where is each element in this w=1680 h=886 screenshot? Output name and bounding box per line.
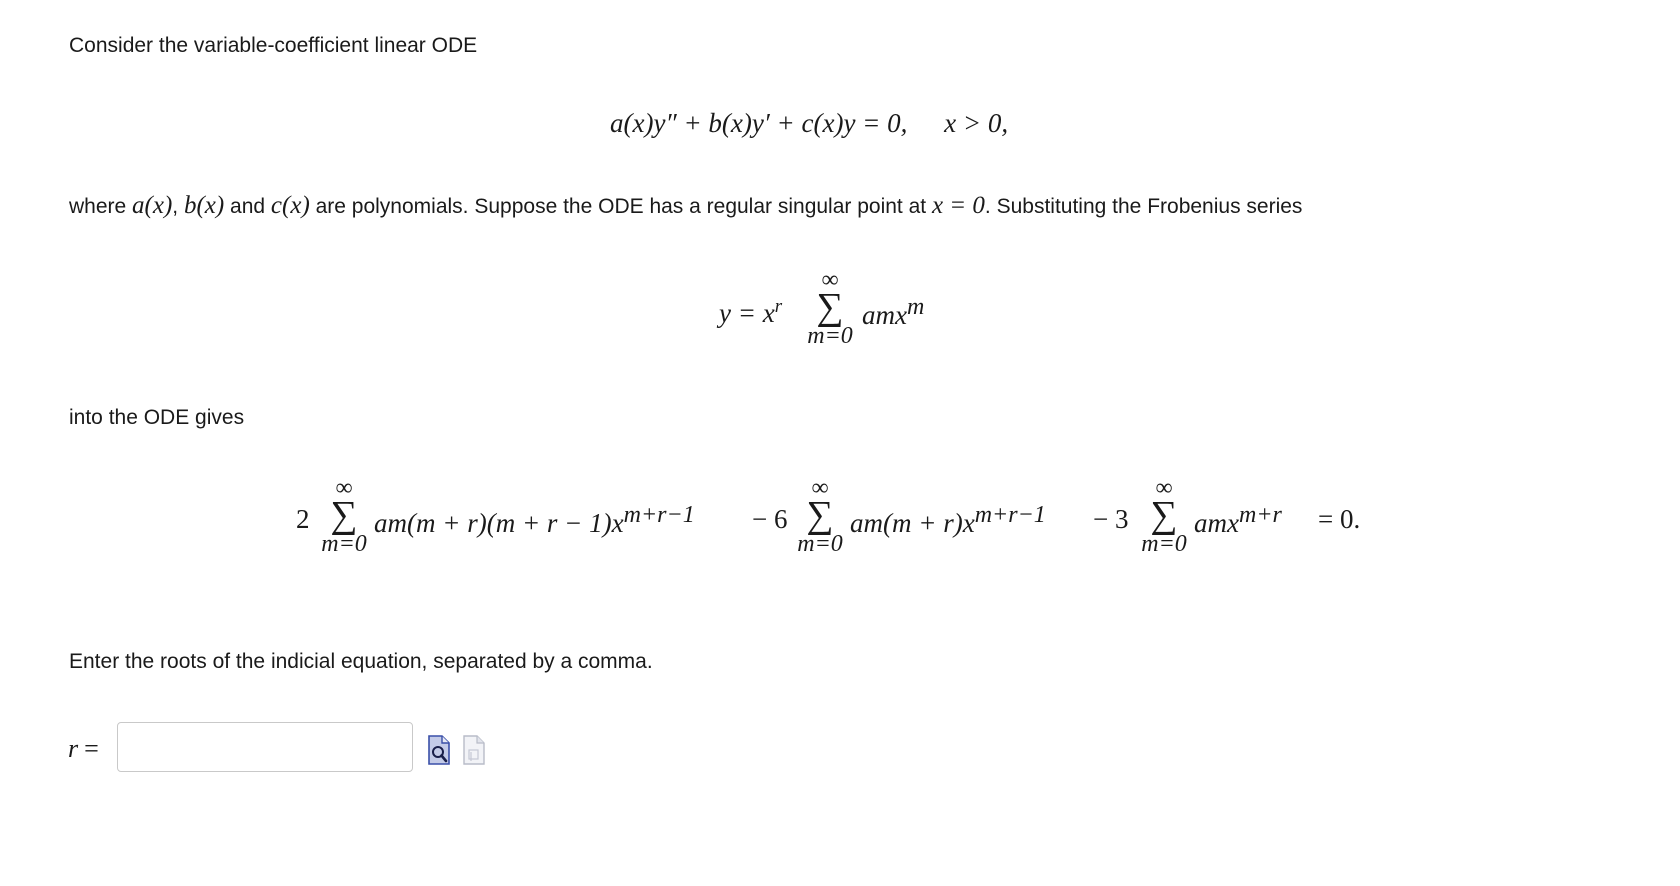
- where-b: b(x): [183, 192, 225, 219]
- where-and: and: [224, 195, 271, 218]
- where-paragraph: [69, 192, 1302, 221]
- series-minus1: [752, 504, 787, 535]
- series-term2-exp: m+r−1: [974, 502, 1046, 528]
- help-icon[interactable]: [462, 734, 486, 766]
- where-text-3: . Substituting the Frobenius series: [984, 195, 1303, 218]
- series-coef1-value: 2: [296, 504, 310, 534]
- series-minus2-value: − 3: [1093, 504, 1129, 534]
- where-point: x = 0: [931, 192, 985, 219]
- series-minus1-value: − 6: [752, 504, 788, 534]
- series-sum-1-upper: ∞: [335, 475, 353, 501]
- series-sum-1-lower: m=0: [321, 531, 367, 557]
- frobenius-lhs-block: [719, 296, 782, 329]
- frobenius-sum: [800, 267, 860, 349]
- answer-input[interactable]: [117, 722, 413, 772]
- series-term2-sub: m: [863, 508, 883, 538]
- answer-label-equals: =: [84, 734, 99, 763]
- series-rhs: [1318, 504, 1360, 535]
- preview-icon[interactable]: [427, 734, 451, 766]
- series-sum-1: [314, 475, 374, 557]
- series-term2: [850, 502, 1046, 539]
- sigma-icon: ∑: [816, 286, 844, 328]
- series-term1-sub: m: [387, 508, 407, 538]
- series-sum-3: [1134, 475, 1194, 557]
- frobenius-term-x: x: [895, 300, 907, 330]
- frobenius-exp-r: r: [774, 296, 783, 317]
- series-sum-3-upper: ∞: [1155, 475, 1173, 501]
- series-minus2: [1093, 504, 1128, 535]
- where-text-1: where: [69, 195, 133, 218]
- series-sum-2-upper: ∞: [811, 475, 829, 501]
- frobenius-sum-lower: m=0: [807, 323, 853, 349]
- series-term3-exp: m+r: [1238, 502, 1282, 528]
- series-sum-3-lower: m=0: [1141, 531, 1187, 557]
- intro-text: [69, 32, 477, 60]
- series-term1-rest: (m + r)(m + r − 1)x: [407, 508, 624, 538]
- frobenius-term-sub: m: [875, 300, 895, 330]
- intro-text-content: Consider the variable-coefficient linear ODE: [69, 34, 478, 57]
- series-term1-a: a: [374, 508, 388, 538]
- series-term3: [1194, 502, 1282, 539]
- series-term2-a: a: [850, 508, 864, 538]
- series-term3-a: a: [1194, 508, 1208, 538]
- where-a: a(x): [132, 192, 173, 219]
- prompt-text-content: Enter the roots of the indicial equation, separated by a comma.: [69, 650, 653, 673]
- series-term3-x: x: [1227, 508, 1239, 538]
- where-comma: ,: [172, 195, 184, 218]
- where-text-2: are polynomials. Suppose the ODE has a regular singular point at: [309, 195, 932, 218]
- series-rhs-value: = 0.: [1318, 504, 1361, 534]
- series-coef1: [296, 504, 310, 535]
- series-term2-rest: (m + r)x: [883, 508, 975, 538]
- where-c: c(x): [270, 192, 310, 219]
- sigma-icon: ∑: [1150, 494, 1178, 536]
- series-sum-2: [790, 475, 850, 557]
- gives-text-content: into the ODE gives: [69, 406, 245, 429]
- prompt-text: [69, 648, 653, 676]
- ode-equation: [610, 108, 1008, 139]
- ode-condition: x > 0,: [944, 108, 1009, 138]
- frobenius-sum-upper: ∞: [821, 267, 839, 293]
- answer-label: [68, 734, 99, 764]
- frobenius-term-block: [862, 294, 924, 331]
- series-term3-sub: m: [1207, 508, 1227, 538]
- frobenius-term-exp: m: [906, 294, 925, 320]
- frobenius-term: a: [862, 300, 876, 330]
- frobenius-lhs: y = x: [719, 298, 775, 328]
- answer-label-var: r: [68, 734, 79, 763]
- sigma-icon: ∑: [806, 494, 834, 536]
- series-sum-2-lower: m=0: [797, 531, 843, 557]
- series-term1: [374, 502, 695, 539]
- sigma-icon: ∑: [330, 494, 358, 536]
- gives-text: [69, 404, 244, 432]
- series-term1-exp: m+r−1: [623, 502, 695, 528]
- ode-lhs: a(x)y″ + b(x)y′ + c(x)y = 0,: [610, 108, 908, 138]
